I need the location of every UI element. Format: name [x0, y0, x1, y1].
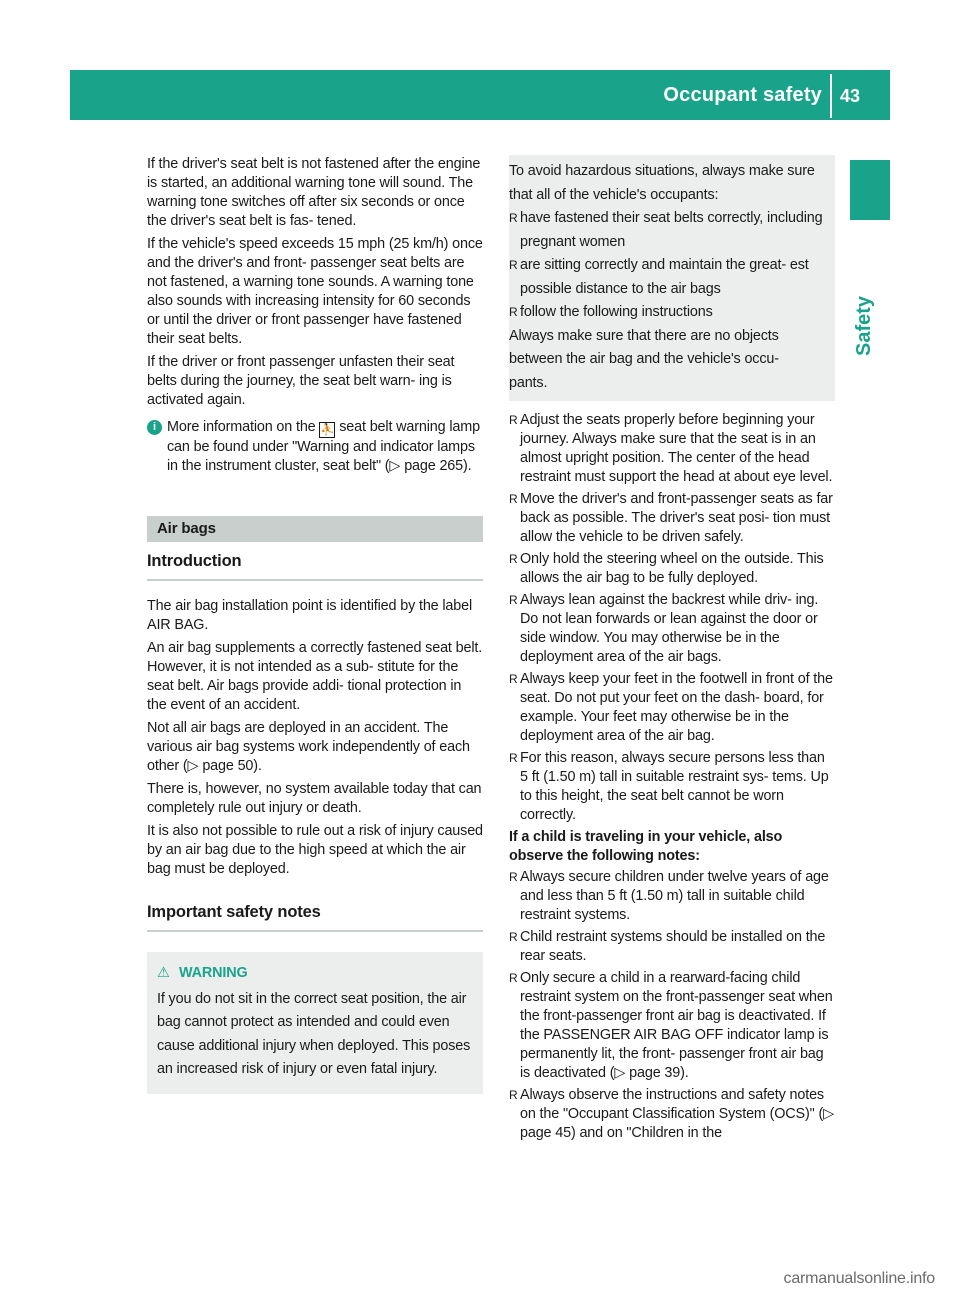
- child-notes-heading: If a child is traveling in your vehicle, also observe the following notes:: [509, 829, 783, 864]
- page-number: 43: [840, 86, 861, 106]
- paragraph: There is, however, no system available today that can completely rule out injury or death.: [147, 781, 482, 816]
- box-outro: Always make sure that there are no objects between the air bag and the vehicle's occu- pants.: [509, 327, 779, 391]
- subheading-safety-notes: Important safety notes: [147, 903, 483, 932]
- header-bar: [70, 70, 890, 120]
- bullet-marker-icon: R: [509, 552, 518, 566]
- info-note: i More information on the ⛹ seat belt warning lamp can be found under "Warning and indicator lamps in the instrument cluster, seat belt" (▷ page 265).: [147, 418, 483, 476]
- bullet-marker-icon: R: [509, 413, 518, 427]
- side-tab-marker: [850, 160, 890, 220]
- box-intro: To avoid hazardous situations, always make sure that all of the vehicle's occupants:: [509, 163, 815, 203]
- page-reference-link[interactable]: page 265).: [404, 458, 472, 474]
- list-item: R For this reason, always secure persons less than 5 ft (1.50 m) tall in suitable restraint sys- tems. Up to this height, the seat belt cannot be worn correctly.: [509, 750, 829, 823]
- list-item: R Always keep your feet in the footwell in front of the seat. Do not put your feet on the dash- board, for example. Your feet may otherwise be in the deployment area of the air bag.: [509, 671, 833, 744]
- page-reference-link[interactable]: page 50).: [202, 758, 262, 774]
- paragraph: If the driver or front passenger unfasten their seat belts during the journey, the seat belt warn- ing is activated again.: [147, 354, 455, 408]
- bullet-list: [509, 868, 835, 1143]
- page-ref-arrow-icon: ▷: [187, 758, 203, 774]
- page-title: Occupant safety: [663, 84, 822, 106]
- bullet-marker-icon: R: [509, 305, 518, 319]
- bullet-marker-icon: R: [509, 930, 518, 944]
- list-item: R Only hold the steering wheel on the outside. This allows the air bag to be fully deployed.: [509, 551, 824, 586]
- page-ref-arrow-icon: ▷: [389, 458, 405, 474]
- box-bullet-list: [509, 207, 825, 325]
- info-icon: i: [147, 420, 162, 435]
- bullet-marker-icon: R: [509, 672, 518, 686]
- subheading-introduction: Introduction: [147, 552, 483, 581]
- side-tab-label: Safety: [853, 295, 875, 356]
- list-item: R have fastened their seat belts correctly, including pregnant women: [509, 207, 825, 254]
- list-item: R Move the driver's and front-passenger seats as far back as possible. The driver's seat posi- tion must allow the vehicle to be driven safely.: [509, 491, 833, 545]
- list-item: R are sitting correctly and maintain the great- est possible distance to the air bags: [509, 254, 825, 301]
- bullet-marker-icon: R: [509, 751, 518, 765]
- bullet-marker-icon: R: [509, 870, 518, 884]
- paragraph: If the vehicle's speed exceeds 15 mph (25 km/h) once and the driver's and front- passenger seat belts are not fastened, a warning tone sounds. A warning tone also sounds with increasing intensity for 60 seconds or until the driver or front passenger have fastened their seat belts.: [147, 236, 483, 347]
- bullet-marker-icon: R: [509, 211, 518, 225]
- list-item: R Child restraint systems should be installed on the rear seats.: [509, 929, 826, 964]
- bullet-marker-icon: R: [509, 258, 518, 272]
- watermark: carmanualsonline.info: [783, 1270, 935, 1287]
- list-item: R Only secure a child in a rearward-facing child restraint system on the front-passenger seat when the front-passenger front air bag is deactivated. If the PASSENGER AIR BAG OFF indicator lamp is permanently lit, the front- passenger front air bag is deactivated (▷ page 39).: [509, 970, 833, 1081]
- warning-text: If you do not sit in the correct seat position, the air bag cannot protect as intended and could even cause additional injury when deployed. This poses an increased risk of injury or even fatal injury.: [157, 990, 471, 1077]
- left-column: [147, 155, 483, 1094]
- bullet-marker-icon: R: [509, 492, 518, 506]
- paragraph: Not all air bags are deployed in an accident. The various air bag systems work independently of each other (▷ page 50).: [147, 720, 470, 774]
- header-divider: [830, 74, 832, 118]
- occupant-note-box: [509, 155, 835, 401]
- paragraph: If the driver's seat belt is not fastened after the engine is started, an additional warning tone will sound. The warning tone switches off after six seconds or once the driver's seat belt is fas- tened.: [147, 156, 481, 229]
- right-column: [509, 155, 835, 1146]
- warning-heading: ⚠ WARNING: [157, 962, 473, 986]
- bullet-marker-icon: R: [509, 593, 518, 607]
- section-title: Air bags: [147, 516, 483, 542]
- paragraph: It is also not possible to rule out a risk of injury caused by an air bag due to the high speed at which the air bag must be deployed.: [147, 823, 483, 877]
- bullet-marker-icon: R: [509, 1088, 518, 1102]
- warning-triangle-icon: ⚠: [157, 965, 170, 981]
- list-item: R Adjust the seats properly before beginning your journey. Always make sure that the seat is in an almost upright position. The center of the head restraint must support the head at about eye level.: [509, 412, 833, 485]
- list-item: R Always secure children under twelve years of age and less than 5 ft (1.50 m) tall in suitable child restraint systems.: [509, 869, 829, 923]
- seat-belt-warning-icon: ⛹: [320, 424, 335, 436]
- bullet-marker-icon: R: [509, 971, 518, 985]
- paragraph: An air bag supplements a correctly fastened seat belt. However, it is not intended as a sub- stitute for the seat belt. Air bags provide addi- tional protection in the event of an accident.: [147, 640, 483, 713]
- paragraph: The air bag installation point is identified by the label AIR BAG.: [147, 598, 473, 633]
- list-item: R follow the following instructions: [509, 301, 825, 325]
- list-item: R Always lean against the backrest while driv- ing. Do not lean forwards or lean against the door or side window. You may otherwise be in the deployment area of the air bags.: [509, 592, 819, 665]
- bullet-list: [509, 411, 835, 825]
- list-item: R Always observe the instructions and safety notes on the "Occupant Classification System (OCS)" (▷ page 45) and on "Children in the: [509, 1087, 834, 1141]
- warning-box: [147, 952, 483, 1094]
